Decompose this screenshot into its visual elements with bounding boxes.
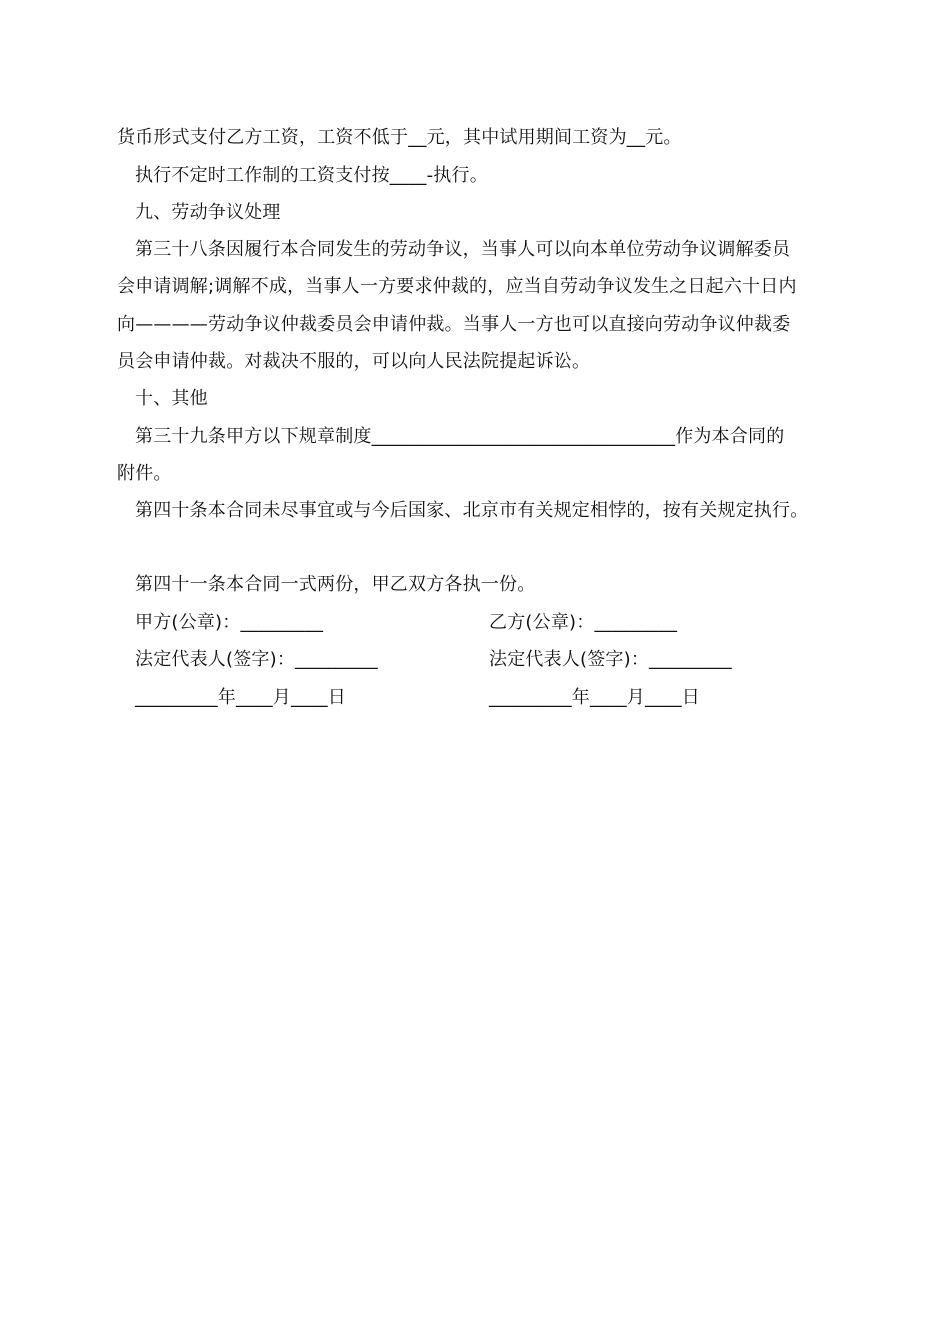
party-a-seal: 甲方(公章)：_________ [135, 612, 324, 633]
party-a-date: _________年____月____日 [135, 687, 346, 708]
text-line: 货币形式支付乙方工资，工资不低于__元，其中试用期间工资为__元。 [117, 127, 682, 148]
section-heading: 九、劳动争议处理 [135, 202, 281, 223]
text-line: 第四十一条本合同一式两份，甲乙双方各执一份。 [135, 574, 536, 595]
section-heading: 十、其他 [135, 388, 208, 409]
text-line: 第四十条本合同未尽事宜或与今后国家、北京市有关规定相悖的，按有关规定执行。 [135, 500, 809, 521]
text-line: 会申请调解;调解不成，当事人一方要求仲裁的，应当自劳动争议发生之日起六十日内 [117, 276, 797, 297]
text-line: 附件。 [117, 463, 172, 484]
text-line: 第三十九条甲方以下规章制度_________________________________作为本合同的 [135, 426, 785, 447]
text-line: 执行不定时工作制的工资支付按____-执行。 [135, 165, 488, 186]
text-line: 第三十八条因履行本合同发生的劳动争议，当事人可以向本单位劳动争议调解委员 [135, 239, 791, 260]
party-b-date: _________年____月____日 [489, 687, 700, 708]
text-line: 向————劳动争议仲裁委员会申请仲裁。当事人一方也可以直接向劳动争议仲裁委 [117, 314, 791, 335]
party-a-representative: 法定代表人(签字)：_________ [135, 649, 378, 670]
party-b-seal: 乙方(公章)：_________ [489, 612, 678, 633]
text-line: 员会申请仲裁。对裁决不服的，可以向人民法院提起诉讼。 [117, 351, 591, 372]
party-b-representative: 法定代表人(签字)：_________ [489, 649, 732, 670]
